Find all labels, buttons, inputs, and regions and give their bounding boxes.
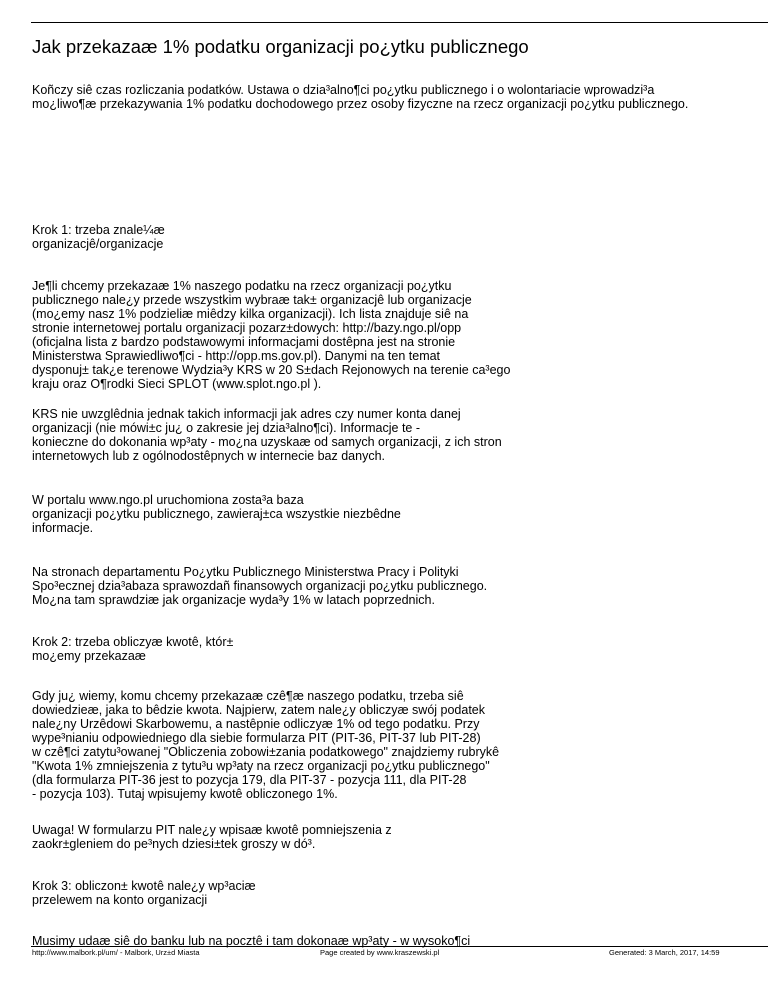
paragraph-note: Uwaga! W formularzu PIT nale¿y wpisaæ kwotê pomniejszenia z zaokr±gleniem do pe³nych dziesi±tek groszy w dó³. [32,823,392,851]
paragraph-ngo-portal: W portalu www.ngo.pl uruchomiona zosta³a baza organizacji po¿ytku publicznego, zawieraj±ca wszystkie niezbêdne informacje. [32,493,401,535]
paragraph-calculate: Gdy ju¿ wiemy, komu chcemy przekazaæ czê¶æ naszego podatku, trzeba siê dowiedzieæ, jaka to bêdzie kwota. Najpierw, zatem nale¿y obliczyæ swój podatek nale¿ny Urzêdowi Skarbowemu, a nastêpnie odliczyæ 1% od tego podatku. Przy wype³nianiu odpowiedniego dla siebie formularza PIT (PIT-36, PIT-37 lub PIT-28) w czê¶ci zatytu³owanej "Obliczenia zobowi±zania podatkowego" znajdziemy rubrykê "Kwota 1% zmniejszenia z tytu³u wp³aty na rzecz organizacji po¿ytku publicznego" (dla formularza PIT-36 jest to pozycja 179, dla PIT-37 - pozycja 111, dla PIT-28 - pozycja 103). Tutaj wpisujemy kwotê obliczonego 1%. [32,689,500,801]
footer-divider [31,946,768,947]
footer-generated: Generated: 3 March, 2017, 14:59 [609,948,720,957]
paragraph-ministry: Na stronach departamentu Po¿ytku Publicznego Ministerstwa Pracy i Polityki Spo³ecznej dzia³abaza sprawozdañ finansowych organizacji po¿ytku publicznego. Mo¿na tam sprawdziæ jak organizacje wyda³y 1% w latach poprzednich. [32,565,488,607]
footer-source: http://www.malbork.pl/um/ - Malbork, Urz±d Miasta [32,948,200,957]
heading-step-1: Krok 1: trzeba znale¼æ organizacjê/organizacje [32,223,165,251]
heading-step-2: Krok 2: trzeba obliczyæ kwotê, któr± mo¿emy przekazaæ [32,635,234,663]
heading-step-3: Krok 3: obliczon± kwotê nale¿y wp³aciæ przelewem na konto organizacji [32,879,256,907]
top-divider [31,22,768,23]
paragraph-intro: Koñczy siê czas rozliczania podatków. Ustawa o dzia³alno¶ci po¿ytku publicznego i o wolontariacie wprowadzi³a mo¿liwo¶æ przekazywania 1% podatku dochodowego przez osoby fizyczne na rzecz organizacji po¿ytku publicznego. [32,83,689,111]
paragraph-pay: Musimy udaæ siê do banku lub na pocztê i tam dokonaæ wp³aty - w wysoko¶ci [32,934,471,948]
page-title: Jak przekazaæ 1% podatku organizacji po¿ytku publicznego [32,36,529,57]
footer-created-by: Page created by www.kraszewski.pl [320,948,440,957]
paragraph-krs: KRS nie uwzglêdnia jednak takich informacji jak adres czy numer konta danej organizacji (nie mówi±c ju¿ o zakresie jej dzia³alno¶ci). Informacje te - konieczne do dokonania wp³aty - mo¿na uzyskaæ od samych organizacji, z ich stron internetowych lub z ogólnodostêpnych w internecie baz danych. [32,407,502,463]
paragraph-find-org: Je¶li chcemy przekazaæ 1% naszego podatku na rzecz organizacji po¿ytku publicznego nale¿y przede wszystkim wybraæ tak± organizacjê lub organizacje (mo¿emy nasz 1% podzieliæ miêdzy kilka organizacji). Ich lista znajduje siê na stronie internetowej portalu organizacji pozarz±dowych: http://bazy.ngo.pl/opp (oficjalna lista z bardzo podstawowymi informacjami dostêpna jest na stronie Ministerstwa Sprawiedliwo¶ci - http://opp.ms.gov.pl). Danymi na ten temat dysponuj± tak¿e terenowe Wydzia³y KRS w 20 S±dach Rejonowych na terenie ca³ego kraju oraz O¶rodki Sieci SPLOT (www.splot.ngo.pl ). [32,279,511,391]
